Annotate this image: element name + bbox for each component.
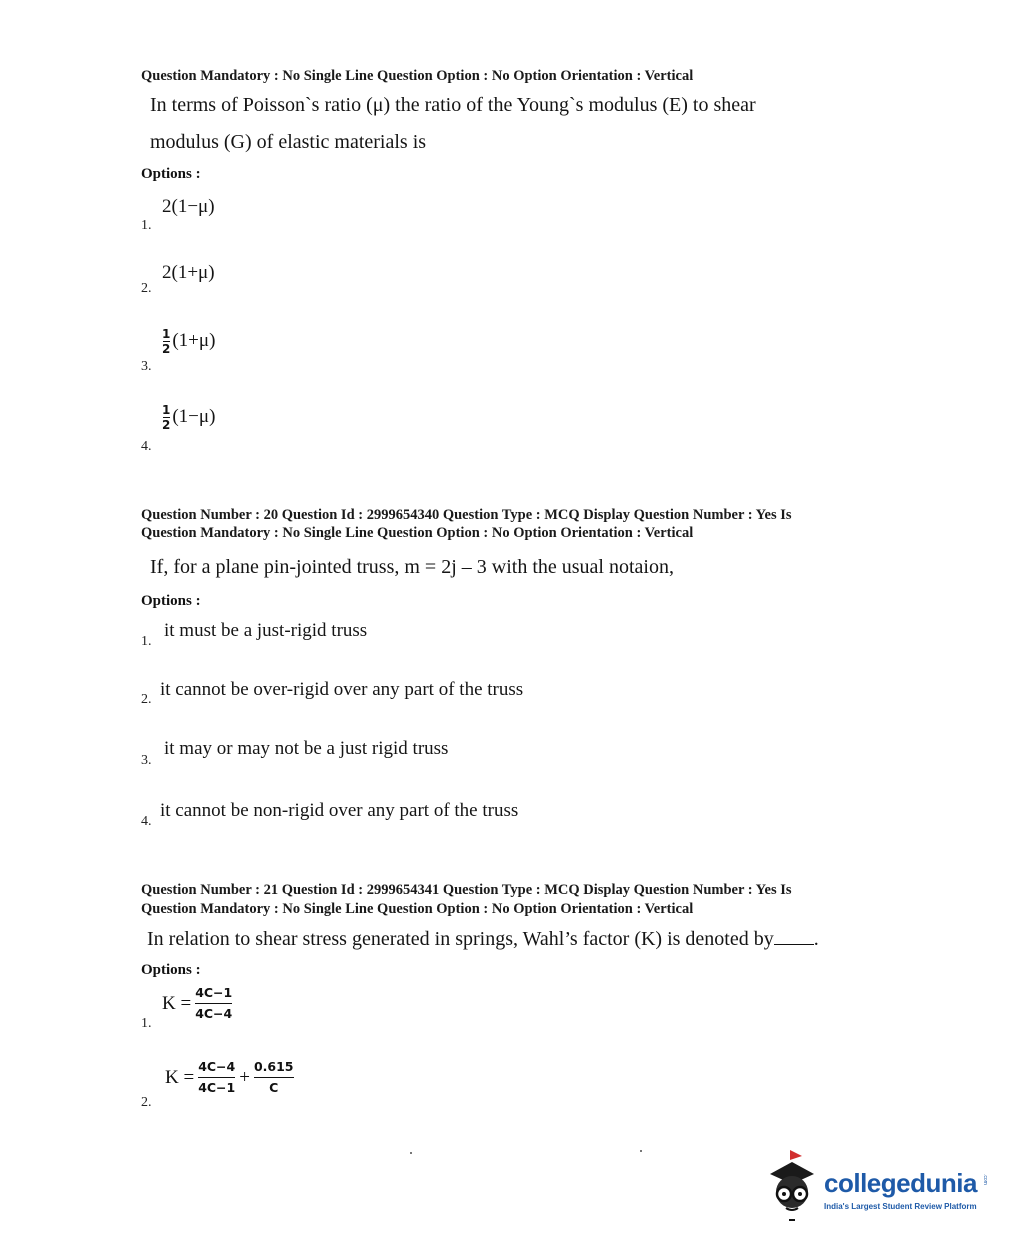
q20-option1-text[interactable]: it must be a just-rigid truss: [164, 620, 368, 641]
plus-sign: +: [239, 1066, 250, 1088]
q21-option2-number: 2.: [141, 1095, 152, 1110]
q19-option3-number: 3.: [141, 359, 152, 374]
q19-option3-fraction: [162, 328, 170, 355]
q19-option4-text: (1−μ): [172, 405, 216, 427]
q21-text: [147, 928, 819, 951]
q20-options-label: Options :: [141, 593, 201, 609]
q19-text-line2: modulus (G) of elastic materials is: [150, 131, 427, 153]
q20-meta-line2: Question Mandatory : No Single Line Question Option : No Option Orientation : Vertical: [141, 525, 694, 541]
fraction-numerator: 4C−4: [198, 1059, 236, 1074]
q21-option1-fraction: [195, 986, 232, 1021]
q20-option1-number: 1.: [141, 634, 152, 649]
q19-options-label: Options :: [141, 166, 201, 182]
q19-option4-number: 4.: [141, 439, 152, 454]
answer-blank: [774, 928, 814, 945]
q21-option2-fraction1: [198, 1060, 235, 1095]
q21-meta-line1: Question Number : 21 Question Id : 2999654341 Question Type : MCQ Display Question Number : Yes Is: [141, 882, 792, 898]
q20-option3-number: 3.: [141, 753, 152, 768]
q19-option4[interactable]: [162, 404, 215, 431]
fraction-bar: [198, 1077, 235, 1078]
scan-mark: [640, 1150, 642, 1152]
q21-options-label: Options :: [141, 962, 201, 978]
fraction-denominator: 2: [162, 418, 171, 432]
q19-option1-number: 1.: [141, 218, 152, 233]
q21-text-end: .: [813, 928, 819, 950]
scan-mark: [410, 1152, 412, 1154]
fraction-denominator: 2: [162, 342, 171, 356]
q21-meta-line2: Question Mandatory : No Single Line Question Option : No Option Orientation : Vertical: [141, 901, 694, 917]
q19-option4-fraction: [162, 404, 170, 431]
collegedunia-logo: [760, 1148, 1000, 1226]
q20-meta-line1: Question Number : 20 Question Id : 2999654340 Question Type : MCQ Display Question Number : Yes Is: [141, 507, 792, 523]
q20-option4-number: 4.: [141, 814, 152, 829]
q21-option1[interactable]: [162, 986, 236, 1021]
mascot-icon: [760, 1148, 822, 1226]
q21-option1-lhs: K =: [162, 992, 192, 1014]
q20-option2-number: 2.: [141, 692, 152, 707]
q21-option2-lhs: K =: [165, 1066, 195, 1088]
q21-option2-fraction2: [254, 1060, 294, 1095]
q19-text-line1: In terms of Poisson`s ratio (μ) the ratio of the Young`s modulus (E) to shear: [150, 94, 756, 116]
logo-wordmark: collegedunia: [824, 1168, 977, 1198]
fraction-numerator: 1: [162, 403, 171, 417]
fraction-numerator: 0.615: [253, 1059, 294, 1074]
fraction-numerator: 4C−1: [195, 985, 233, 1000]
q20-option4-text[interactable]: it cannot be non-rigid over any part of the truss: [160, 800, 519, 821]
q21-option2[interactable]: [165, 1060, 298, 1095]
fraction-bar: [195, 1003, 232, 1004]
q21-text-body: In relation to shear stress generated in springs, Wahl’s factor (K) is denoted by: [147, 928, 774, 950]
q19-option2-number: 2.: [141, 281, 152, 296]
q20-option2-text[interactable]: it cannot be over-rigid over any part of the truss: [160, 679, 524, 700]
q19-option1-text[interactable]: 2(1−μ): [162, 196, 215, 217]
q20-text: If, for a plane pin-jointed truss, m = 2j – 3 with the usual notaion,: [150, 556, 674, 578]
q21-option1-number: 1.: [141, 1016, 152, 1031]
q19-option3-text: (1+μ): [172, 329, 216, 351]
fraction-denominator: 4C−1: [198, 1080, 236, 1095]
fraction-bar: [254, 1077, 294, 1078]
logo-tagline: India's Largest Student Review Platform: [824, 1202, 977, 1211]
logo-suffix: .com: [982, 1174, 988, 1185]
q19-option3[interactable]: [162, 328, 215, 355]
q19-meta-line: Question Mandatory : No Single Line Question Option : No Option Orientation : Vertical: [141, 68, 694, 84]
q20-option3-text[interactable]: it may or may not be a just rigid truss: [164, 738, 449, 759]
q19-option2-text[interactable]: 2(1+μ): [162, 262, 215, 283]
fraction-denominator: 4C−4: [195, 1006, 233, 1021]
fraction-denominator: C: [269, 1080, 279, 1095]
fraction-numerator: 1: [162, 327, 171, 341]
